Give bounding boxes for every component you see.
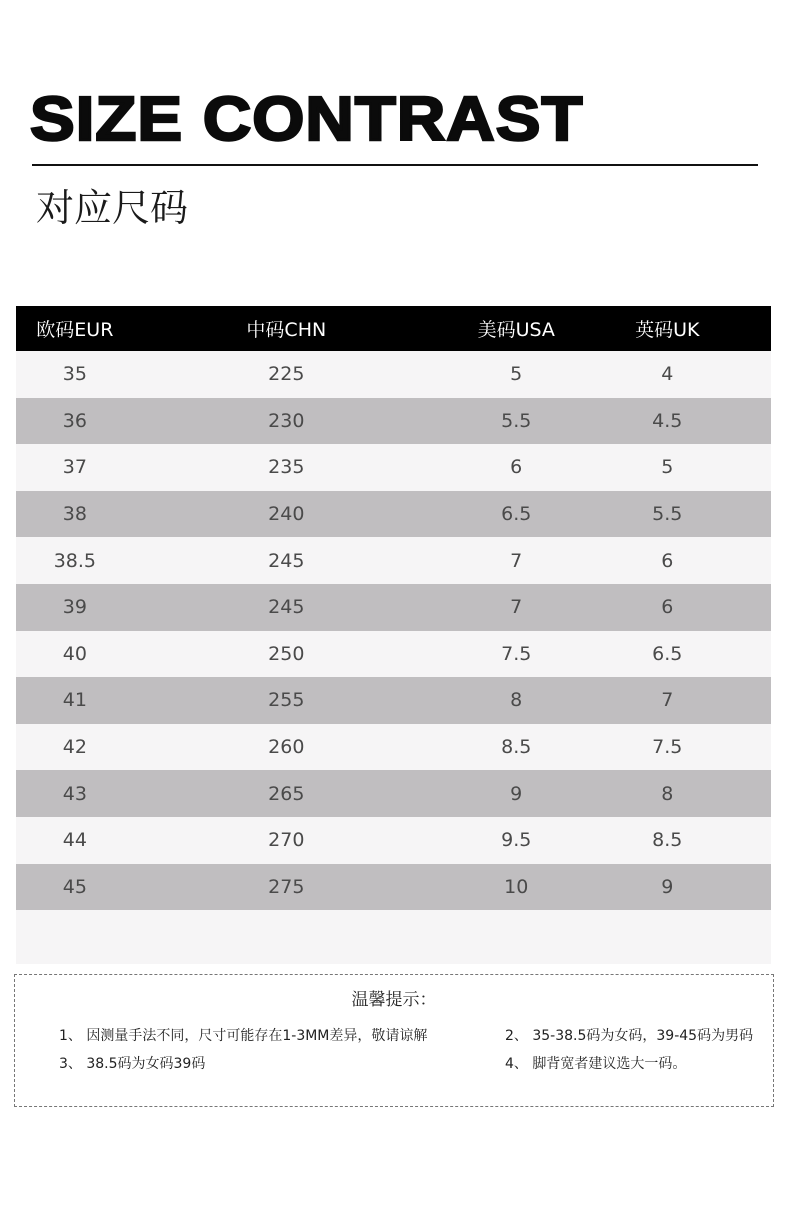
cell-uk: 5.5 xyxy=(652,503,683,526)
table-row xyxy=(16,398,771,445)
table-header-row xyxy=(16,306,771,351)
cell-uk: 9 xyxy=(661,875,674,898)
cell-chn: 225 xyxy=(268,363,305,386)
tips-box xyxy=(14,974,774,1107)
cell-chn: 235 xyxy=(268,456,305,479)
cell-eur: 40 xyxy=(62,642,87,665)
cell-chn: 230 xyxy=(268,409,305,432)
table-row xyxy=(16,770,771,817)
cell-chn: 240 xyxy=(268,503,305,526)
cell-uk: 4 xyxy=(661,363,674,386)
cell-uk: 6.5 xyxy=(652,642,683,665)
table-row xyxy=(16,584,771,631)
cell-uk: 7.5 xyxy=(652,736,683,759)
cell-uk: 8.5 xyxy=(652,829,683,852)
cell-chn: 275 xyxy=(268,875,305,898)
cell-chn: 255 xyxy=(268,689,305,712)
cell-eur: 37 xyxy=(62,456,87,479)
cell-usa: 7 xyxy=(510,549,523,572)
cell-uk: 5 xyxy=(661,456,674,479)
cell-usa: 9.5 xyxy=(501,829,532,852)
table-row xyxy=(16,444,771,491)
table-row xyxy=(16,864,771,911)
cell-eur: 39 xyxy=(62,596,87,619)
cell-usa: 5 xyxy=(510,363,523,386)
cell-eur: 36 xyxy=(62,409,87,432)
size-table xyxy=(16,306,771,964)
cell-chn: 245 xyxy=(268,596,305,619)
table-body xyxy=(16,351,771,910)
table-row xyxy=(16,817,771,864)
table-row xyxy=(16,677,771,724)
cell-usa: 6 xyxy=(510,456,523,479)
cell-usa: 7 xyxy=(510,596,523,619)
tip-item: 4、 脚背宽者建议选大一码。 xyxy=(505,1056,687,1072)
page-subtitle: 对应尺码 xyxy=(36,186,189,230)
cell-eur: 42 xyxy=(62,736,87,759)
tip-item: 1、 因测量手法不同，尺寸可能存在1-3MM差异，敬请谅解 xyxy=(59,1028,428,1044)
cell-eur: 41 xyxy=(62,689,87,712)
header-usa: 美码USA xyxy=(477,319,555,341)
cell-uk: 6 xyxy=(661,549,674,572)
cell-usa: 10 xyxy=(504,875,529,898)
cell-chn: 265 xyxy=(268,782,305,805)
cell-uk: 6 xyxy=(661,596,674,619)
cell-eur: 38 xyxy=(62,503,87,526)
cell-usa: 7.5 xyxy=(501,642,532,665)
cell-uk: 8 xyxy=(661,782,674,805)
cell-eur: 35 xyxy=(62,363,87,386)
cell-uk: 4.5 xyxy=(652,409,683,432)
table-row xyxy=(16,351,771,398)
table-row xyxy=(16,631,771,678)
cell-usa: 8 xyxy=(510,689,523,712)
cell-usa: 8.5 xyxy=(501,736,532,759)
cell-eur: 43 xyxy=(62,782,87,805)
tip-item: 3、 38.5码为女码39码 xyxy=(59,1056,206,1072)
cell-usa: 9 xyxy=(510,782,523,805)
tip-item: 2、 35-38.5码为女码，39-45码为男码 xyxy=(505,1028,754,1044)
tips-title: 温馨提示： xyxy=(351,990,437,1010)
title-divider xyxy=(32,164,758,166)
cell-uk: 7 xyxy=(661,689,674,712)
header-eur: 欧码EUR xyxy=(36,319,114,341)
cell-chn: 270 xyxy=(268,829,305,852)
cell-chn: 260 xyxy=(268,736,305,759)
table-row xyxy=(16,537,771,584)
cell-chn: 245 xyxy=(268,549,305,572)
page-title: SIZE CONTRAST xyxy=(30,85,584,154)
cell-chn: 250 xyxy=(268,642,305,665)
cell-eur: 45 xyxy=(62,875,87,898)
cell-usa: 5.5 xyxy=(501,409,532,432)
cell-usa: 6.5 xyxy=(501,503,532,526)
header-uk: 英码UK xyxy=(635,319,700,341)
table-footer-spacer xyxy=(16,910,771,964)
cell-eur: 38.5 xyxy=(53,549,96,572)
table-row xyxy=(16,491,771,538)
table-row xyxy=(16,724,771,771)
cell-eur: 44 xyxy=(62,829,87,852)
header-chn: 中码CHN xyxy=(246,319,327,341)
